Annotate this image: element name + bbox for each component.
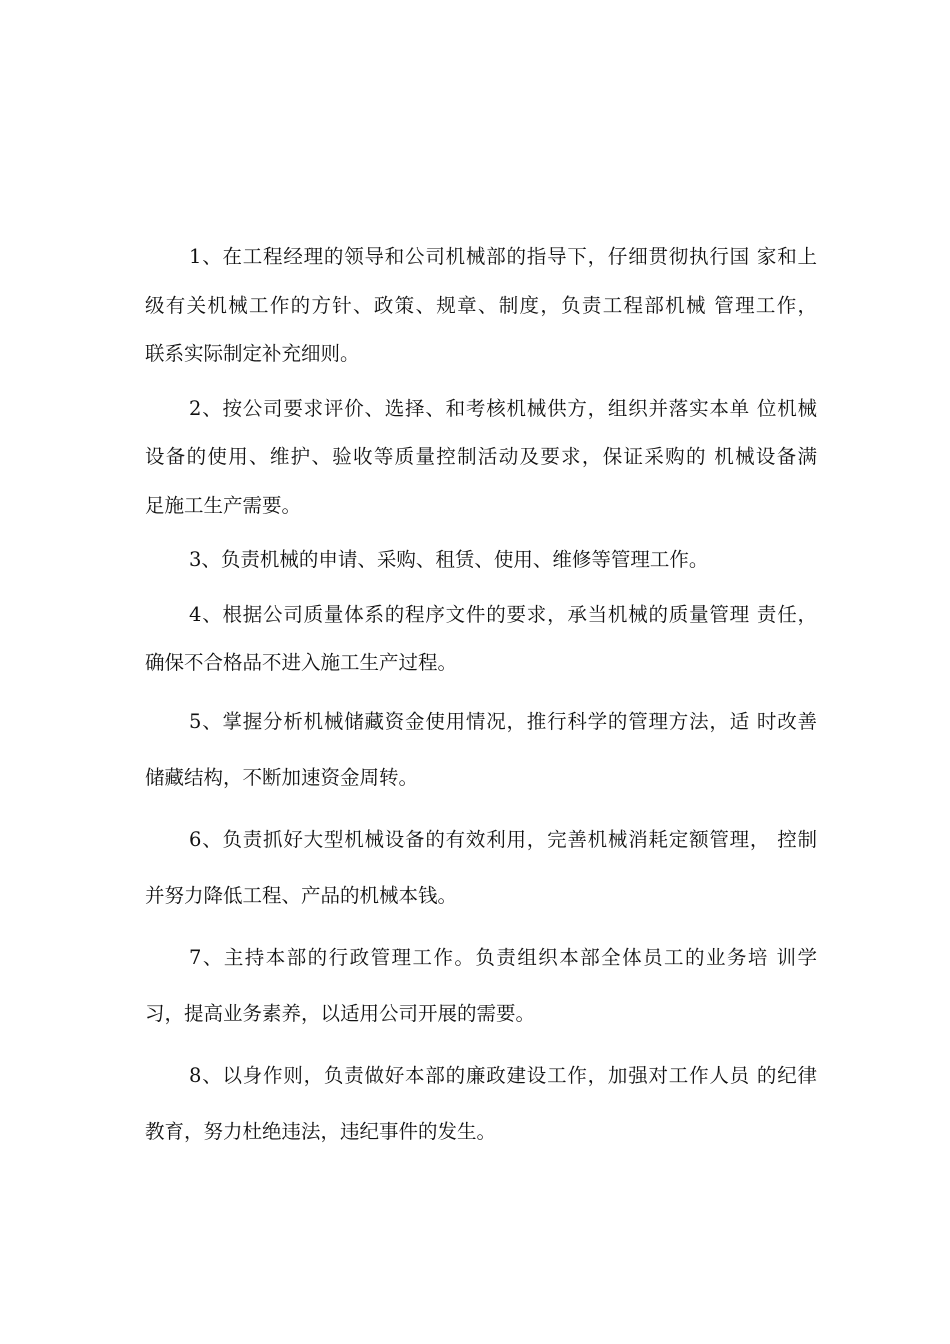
paragraph-line: 习，提高业务素养，以适用公司开展的需要。 (145, 1001, 536, 1025)
paragraph-line: 2、按公司要求评价、选择、和考核机械供方，组织并落实本单 位机械 (189, 396, 817, 420)
paragraph-line: 并努力降低工程、产品的机械本钱。 (145, 883, 458, 907)
paragraph-line: 确保不合格品不进入施工生产过程。 (145, 651, 458, 674)
paragraph-5 (145, 694, 817, 806)
paragraph-2 (145, 385, 817, 531)
paragraph-line: 7、主持本部的行政管理工作。负责组织本部全体员工的业务培 训学 (189, 945, 817, 969)
paragraph-line: 教育，努力杜绝违法，违纪事件的发生。 (145, 1119, 497, 1143)
paragraph-3 (145, 536, 817, 585)
paragraph-line: 级有关机械工作的方针、政策、规章、制度，负责工程部机械 管理工作， (145, 293, 817, 317)
paragraph-line: 储藏结构，不断加速资金周转。 (145, 765, 419, 789)
paragraph-line: 联系实际制定补充细则。 (145, 342, 360, 365)
paragraph-4 (145, 591, 817, 688)
paragraph-line: 3、负责机械的申请、采购、租赁、使用、维修等管理工作。 (189, 548, 709, 571)
paragraph-line: 5、掌握分析机械储藏资金使用情况，推行科学的管理方法，适 时改善 (189, 709, 817, 733)
paragraph-7 (145, 930, 817, 1042)
paragraph-line: 8、以身作则，负责做好本部的廉政建设工作，加强对工作人员 的纪律 (189, 1063, 817, 1087)
paragraph-line: 6、负责抓好大型机械设备的有效利用，完善机械消耗定额管理， 控制 (189, 827, 817, 851)
paragraph-1 (145, 233, 817, 379)
paragraph-6 (145, 812, 817, 924)
paragraph-line: 设备的使用、维护、验收等质量控制活动及要求，保证采购的 机械设备满 (145, 445, 817, 468)
paragraph-line: 4、根据公司质量体系的程序文件的要求，承当机械的质量管理 责任， (189, 602, 817, 626)
paragraph-line: 足施工生产需要。 (145, 493, 302, 517)
paragraph-8 (145, 1048, 817, 1160)
document-body (145, 233, 817, 1166)
paragraph-line: 1、在工程经理的领导和公司机械部的指导下，仔细贯彻执行国 家和上 (189, 245, 817, 268)
